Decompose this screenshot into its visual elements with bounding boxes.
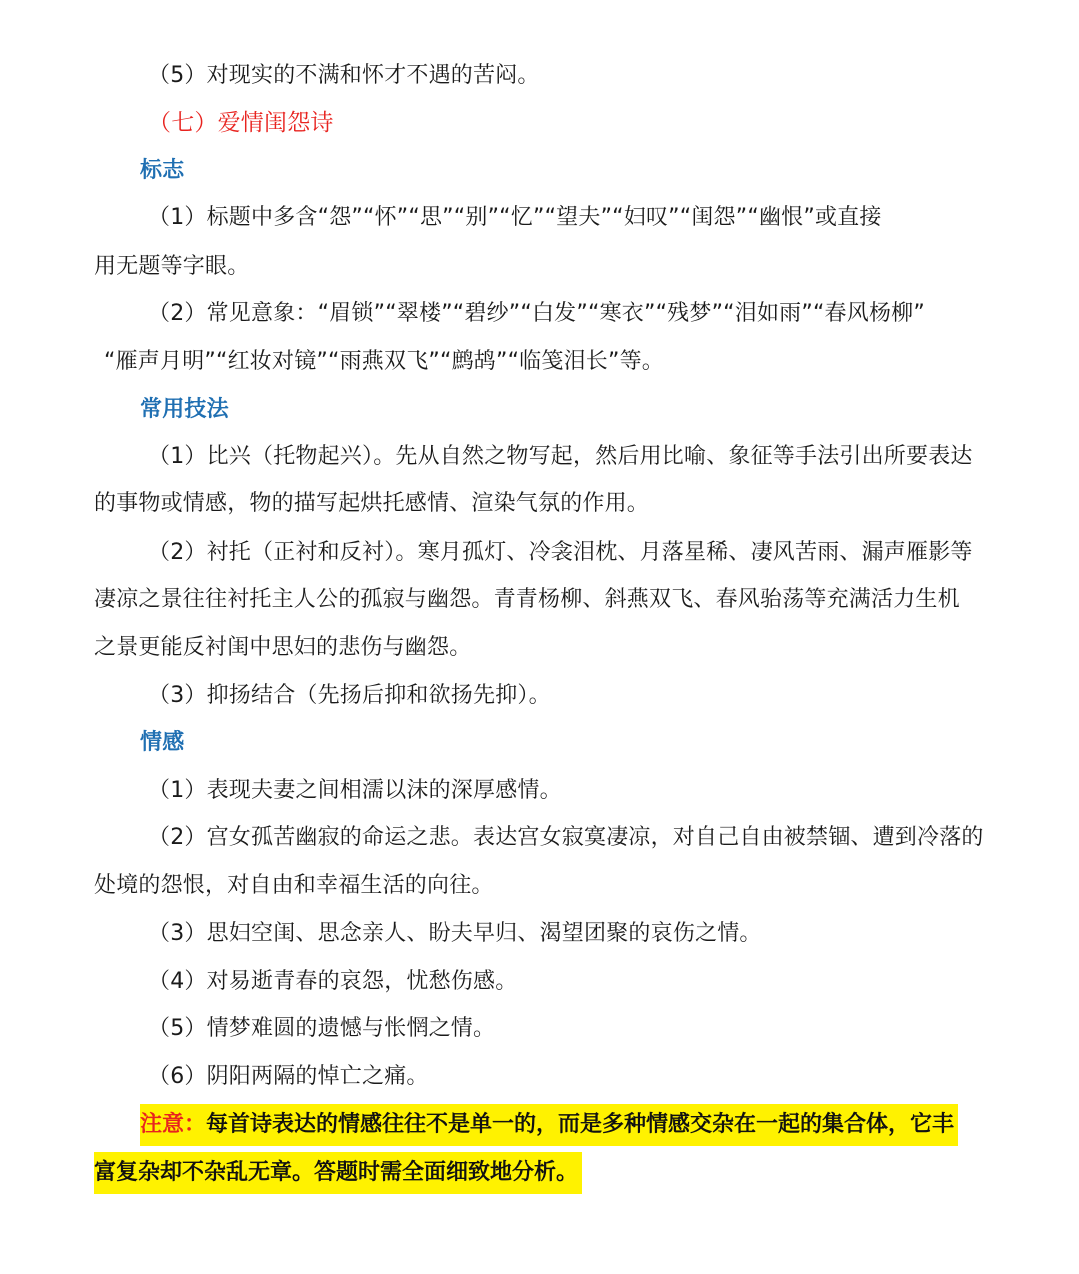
emotion-item-6: （6）阴阳两隔的悼亡之痛。	[148, 1064, 429, 1089]
emotion-item-2-line-1: （2）宫女孤苦幽寂的命运之悲。表达宫女寂寞凄凉，对自己自由被禁锢、遭到冷落的	[148, 825, 984, 850]
emotion-item-2-line-2: 处境的怨恨，对自由和幸福生活的向往。	[94, 873, 494, 898]
subheading-techniques: 常用技法	[140, 397, 229, 422]
tech-item-1-line-1: （1）比兴（托物起兴）。先从自然之物写起，然后用比喻、象征等手法引出所要表达	[148, 444, 973, 469]
item-5-frustration: （5）对现实的不满和怀才不遇的苦闷。	[148, 63, 540, 88]
emotion-item-5: （5）情梦难圆的遗憾与怅惘之情。	[148, 1016, 496, 1041]
note-line-1	[140, 1104, 958, 1146]
emotion-item-1: （1）表现夫妻之间相濡以沫的深厚感情。	[148, 778, 562, 803]
emotion-item-3: （3）思妇空闺、思念亲人、盼夫早归、渴望团聚的哀伤之情。	[148, 921, 762, 946]
subheading-sign: 标志	[140, 158, 185, 183]
emotion-item-4: （4）对易逝青春的哀怨，忧愁伤感。	[148, 969, 518, 994]
sign-item-1-line-2: 用无题等字眼。	[94, 254, 250, 279]
tech-item-1-line-2: 的事物或情感，物的描写起烘托感情、渲染气氛的作用。	[94, 491, 650, 516]
note-text-1: 每首诗表达的情感往往不是单一的，而是多种情感交杂在一起的集合体，它丰	[206, 1112, 955, 1137]
section-heading: （七）爱情闺怨诗	[148, 110, 334, 136]
tech-item-3: （3）抑扬结合（先扬后抑和欲扬先抑）。	[148, 683, 551, 708]
sign-item-2-line-2: “雁声月明”“红妆对镜”“雨燕双飞”“鹧鸪”“临笺泪长”等。	[104, 349, 664, 374]
tech-item-2-line-2: 凄凉之景往往衬托主人公的孤寂与幽怨。青青杨柳、斜燕双飞、春风骀荡等充满活力生机	[94, 587, 960, 612]
tech-item-2-line-1: （2）衬托（正衬和反衬）。寒月孤灯、冷衾泪枕、月落星稀、凄风苦雨、漏声雁影等	[148, 540, 973, 565]
sign-item-1-line-1: （1）标题中多含“怨”“怀”“思”“别”“忆”“望夫”“妇叹”“闺怨”“幽恨”或直接	[148, 205, 882, 230]
note-label: 注意：	[140, 1112, 207, 1137]
subheading-emotion: 情感	[140, 730, 185, 755]
tech-item-2-line-3: 之景更能反衬闺中思妇的悲伤与幽怨。	[94, 635, 472, 660]
sign-item-2-line-1: （2）常见意象：“眉锁”“翠楼”“碧纱”“白发”“寒衣”“残梦”“泪如雨”“春风杨柳”	[148, 301, 925, 326]
note-line-2: 富复杂却不杂乱无章。答题时需全面细致地分析。	[94, 1152, 582, 1194]
